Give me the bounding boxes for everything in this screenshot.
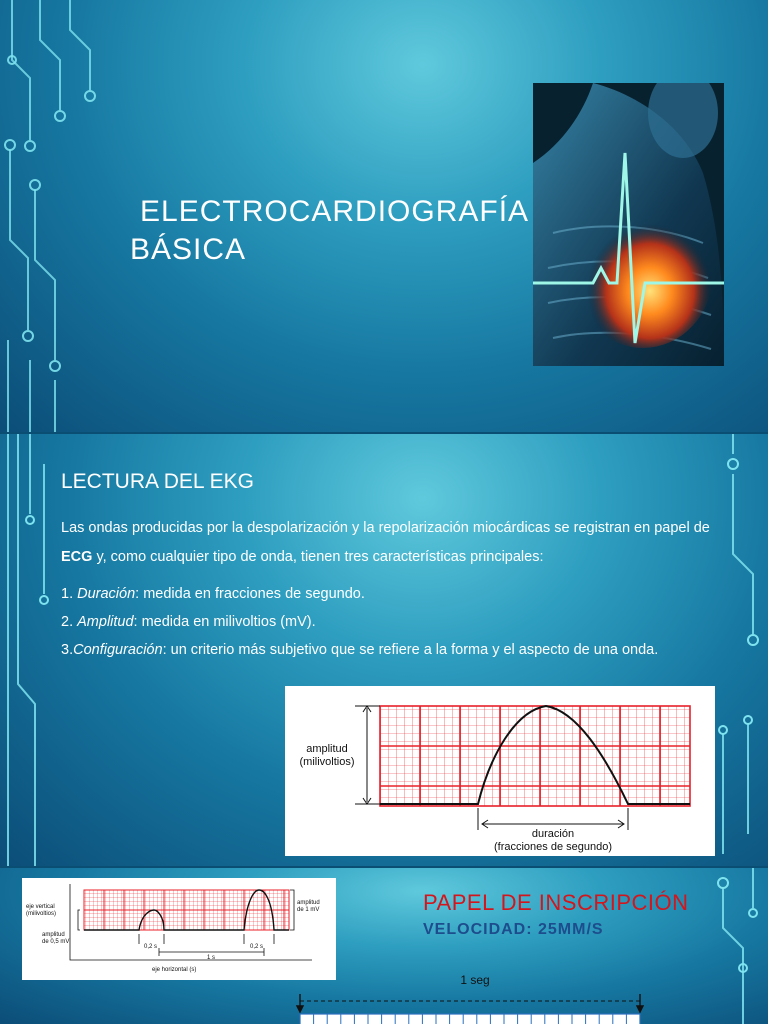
title-slide	[0, 0, 768, 432]
ekg-reading-slide	[0, 434, 768, 866]
speed-subheading: VELOCIDAD: 25MM/S	[423, 921, 604, 938]
circuit-decoration-left	[0, 0, 110, 432]
amplitude-1-value: de 1 mV	[297, 907, 320, 913]
duration-label: duración	[531, 828, 575, 840]
one-second-ruler	[290, 970, 660, 1024]
title-line-2: BÁSICA	[130, 233, 247, 266]
circuit-decoration-right	[708, 434, 768, 866]
time-02-label: 0,2 s	[144, 944, 158, 950]
slide-body	[61, 514, 711, 664]
intro-bold-term: ECG	[61, 549, 93, 565]
one-second-label: 1 s	[207, 955, 216, 961]
list-item: 2. Amplitud: medida en milivoltios (mV).	[61, 614, 316, 630]
wave-characteristics-diagram	[285, 686, 715, 856]
ruler-label: 1 seg	[460, 973, 490, 987]
circuit-decoration-right	[708, 868, 768, 1024]
heart-ecg-illustration	[533, 83, 724, 366]
slide-title	[130, 193, 529, 269]
vertical-axis-unit: (milivoltios)	[26, 911, 56, 917]
amplitude-1-label: amplitud	[297, 900, 320, 906]
circuit-decoration-left	[0, 434, 60, 866]
amplitude-label: amplitud	[306, 743, 348, 755]
recording-paper-slide	[0, 868, 768, 1024]
list-item: 3.Configuración: un criterio más subjetivo que se refiere a la forma y el aspecto de una onda.	[61, 642, 659, 658]
vertical-axis-label: eje vertical	[26, 904, 55, 910]
duration-unit-label: (fracciones de segundo)	[493, 841, 613, 853]
intro-paragraph: Las ondas producidas por la despolarización y la repolarización miocárdicas se registran en papel de ECG y, como cualquier tipo de onda, tienen tres características principales:	[61, 520, 710, 565]
horizontal-axis-label: eje horizontal (s)	[152, 967, 197, 973]
list-item: 1. Duración: medida en fracciones de segundo.	[61, 586, 365, 602]
amplitude-05-label: amplitud	[42, 932, 65, 938]
section-heading: PAPEL DE INSCRIPCIÓN	[423, 890, 689, 915]
amplitude-05-value: de 0,5 mV	[42, 939, 70, 945]
amplitude-unit-label: (milivoltios)	[299, 756, 355, 768]
time-02-label: 0,2 s	[250, 944, 264, 950]
ecg-paper-diagram	[22, 878, 336, 980]
section-heading: LECTURA DEL EKG	[61, 470, 254, 493]
title-line-1: ELECTROCARDIOGRAFÍA	[140, 195, 530, 228]
